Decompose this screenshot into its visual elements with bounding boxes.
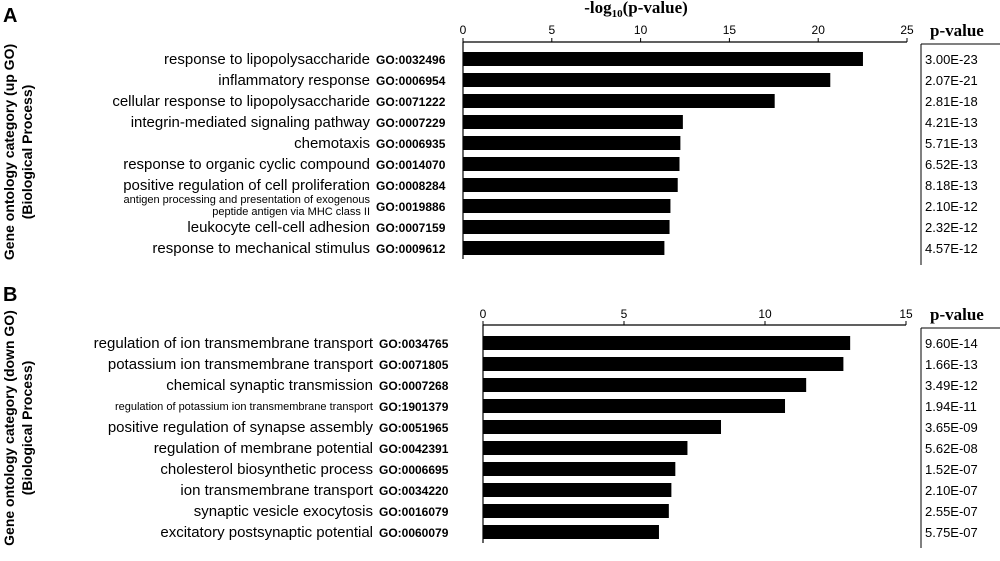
category-label: chemotaxis (294, 135, 370, 152)
category-label: cellular response to lipopolysaccharide (112, 93, 370, 110)
go-id: GO:0009612 (376, 242, 446, 256)
bar (463, 94, 775, 108)
category-label: regulation of ion transmembrane transport (93, 335, 373, 352)
bar (483, 336, 850, 350)
pvalue: 4.57E-12 (925, 241, 978, 256)
go-id: GO:0006695 (379, 463, 449, 477)
go-id: GO:0034220 (379, 484, 449, 498)
bar (463, 220, 670, 234)
pvalue: 2.32E-12 (925, 220, 978, 235)
x-tick-label: 10 (633, 23, 648, 37)
bar (463, 241, 664, 255)
go-id: GO:0016079 (379, 505, 449, 519)
pvalue: 5.75E-07 (925, 525, 978, 540)
x-tick-label: 25 (900, 23, 914, 37)
pvalue: 1.66E-13 (925, 357, 978, 372)
category-label: excitatory postsynaptic potential (160, 524, 373, 541)
pvalue: 2.81E-18 (925, 94, 978, 109)
go-id: GO:0007159 (376, 221, 446, 235)
go-id: GO:0006954 (376, 74, 446, 88)
x-tick-label: 5 (548, 23, 556, 37)
category-label: integrin-mediated signaling pathway (130, 114, 370, 131)
category-label: chemical synaptic transmission (166, 377, 373, 394)
go-id: GO:0071805 (379, 358, 449, 372)
go-id: GO:0071222 (376, 95, 446, 109)
category-label: synaptic vesicle exocytosis (193, 503, 373, 520)
x-tick-label: 15 (722, 23, 737, 37)
category-label: positive regulation of synapse assembly (107, 419, 373, 436)
go-id: GO:0060079 (379, 526, 449, 540)
panel-b (94, 307, 1000, 548)
bar (483, 483, 671, 497)
x-tick-label: 20 (811, 23, 825, 37)
bar (463, 73, 830, 87)
pvalue: 3.49E-12 (925, 378, 978, 393)
panel-label-b: B (3, 284, 18, 306)
bar (483, 399, 785, 413)
pvalue: 3.65E-09 (925, 420, 978, 435)
category-label: response to mechanical stimulus (152, 240, 370, 257)
pvalue: 6.52E-13 (925, 157, 978, 172)
category-label: ion transmembrane transport (180, 482, 373, 499)
category-label: response to organic cyclic compound (123, 156, 370, 173)
category-label: potassium ion transmembrane transport (107, 356, 373, 373)
pvalue: 8.18E-13 (925, 178, 978, 193)
bar (463, 52, 863, 66)
category-label: regulation of membrane potential (153, 440, 373, 457)
x-axis-title: $-\log_{10}(p-value)$ (584, 0, 688, 20)
bar (463, 136, 680, 150)
pvalue: 2.10E-12 (925, 199, 978, 214)
go-id: GO:0014070 (376, 158, 446, 172)
pvalue: 1.94E-11 (925, 399, 977, 414)
y-axis-sublabel-b: (Biological Process) (19, 360, 35, 496)
go-id: GO:1901379 (379, 400, 449, 414)
bar (463, 178, 678, 192)
x-tick-label: 15 (899, 307, 913, 321)
category-label: cholesterol biosynthetic process (160, 461, 373, 478)
pvalue: 2.10E-07 (925, 483, 978, 498)
panel-a (112, 23, 1000, 265)
go-id: GO:0008284 (376, 179, 446, 193)
panel-label-a: A (3, 5, 18, 27)
category-label: positive regulation of cell proliferation (123, 177, 370, 194)
x-tick-label: 0 (479, 307, 487, 321)
category-label: inflammatory response (218, 72, 370, 89)
pvalue-header-a: p-value (930, 21, 984, 40)
bar (483, 441, 687, 455)
pvalue: 2.55E-07 (925, 504, 978, 519)
bar (483, 378, 806, 392)
pvalue: 2.07E-21 (925, 73, 978, 88)
go-id: GO:0006935 (376, 137, 446, 151)
pvalue: 1.52E-07 (925, 462, 978, 477)
pvalue: 5.62E-08 (925, 441, 978, 456)
go-id: GO:0034765 (379, 337, 449, 351)
pvalue: 3.00E-23 (925, 52, 978, 67)
x-tick-label: 10 (758, 307, 772, 321)
go-id: GO:0042391 (379, 442, 449, 456)
category-label: regulation of potassium ion transmembrane transport (114, 401, 373, 413)
y-axis-label-a: Gene ontology category (up GO) (1, 43, 17, 261)
go-id: GO:0007268 (379, 379, 449, 393)
bar (483, 420, 721, 434)
bar (483, 357, 843, 371)
x-tick-label: 0 (459, 23, 467, 37)
go-id: GO:0019886 (376, 200, 446, 214)
pvalue: 4.21E-13 (925, 115, 978, 130)
pvalue: 5.71E-13 (925, 136, 978, 151)
go-id: GO:0007229 (376, 116, 446, 130)
bar (483, 462, 675, 476)
go-id: GO:0051965 (379, 421, 449, 435)
category-label: leukocyte cell-cell adhesion (187, 219, 370, 236)
bar (483, 504, 669, 518)
pvalue: 9.60E-14 (925, 336, 978, 351)
bar (463, 157, 679, 171)
y-axis-sublabel-a: (Biological Process) (19, 84, 35, 220)
y-axis-label-b: Gene ontology category (down GO) (1, 310, 17, 546)
x-tick-label: 5 (620, 307, 628, 321)
bar (463, 115, 683, 129)
pvalue-header-b: p-value (930, 305, 984, 324)
category-label: response to lipopolysaccharide (164, 51, 370, 68)
bar (483, 525, 659, 539)
bar (463, 199, 670, 213)
category-label: antigen processing and presentation of exogenous peptide antigen via MHC class II (123, 194, 370, 218)
go-id: GO:0032496 (376, 53, 446, 67)
